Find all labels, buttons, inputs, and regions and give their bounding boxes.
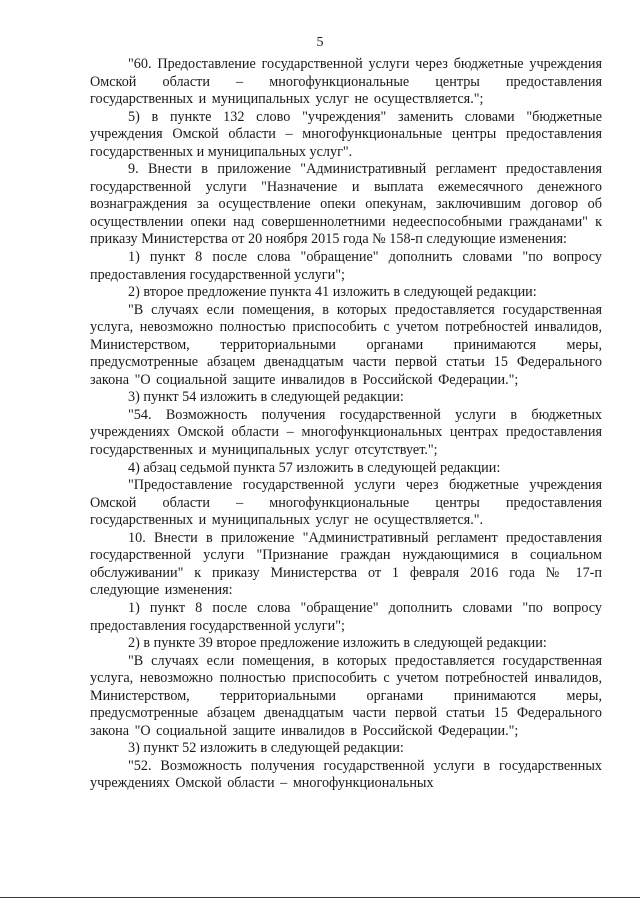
paragraph-4: 1) пункт 8 после слова "обращение" дополнить словами "по вопросу предоставления государственной услуги";	[90, 249, 602, 283]
paragraph-6: "В случаях если помещения, в которых предоставляется государственная услуга, невозможно полностью приспособить с учетом потребностей инвалидов, Министерством, территориальными органами принимаются меры, предусмотренные абзацем двенадцатым части первой статьи 15 Федерального закона "О социальной защите инвалидов в Российской Федерации.";	[90, 301, 602, 388]
paragraph-5: 2) второе предложение пункта 41 изложить в следующей редакции:	[128, 284, 537, 301]
paragraph-9: 4) абзац седьмой пункта 57 изложить в следующей редакции:	[128, 459, 501, 476]
paragraph-10: "Предоставление государственной услуги через бюджетные учреждения Омской области – многофункциональные центры предоставления государственных и муниципальных услуг не осуществляется.".	[90, 477, 602, 529]
paragraph-1: "60. Предоставление государственной услуги через бюджетные учреждения Омской области – многофункциональные центры предоставления государственных и муниципальных услуг не осуществляется.";	[90, 56, 602, 108]
paragraph-12: 1) пункт 8 после слова "обращение" дополнить словами "по вопросу предоставления государственной услуги";	[90, 599, 602, 634]
document-body	[90, 56, 602, 793]
paragraph-11: 10. Внести в приложение "Административный регламент предоставления государственной услуги "Признание граждан нуждающимися в социальном обслуживании" к приказу Министерства от 1 февраля 2016 года № 17-п следующие изменения:	[90, 529, 602, 599]
paragraph-3: 9. Внести в приложение "Административный регламент предоставления государственной услуги "Назначение и выплата ежемесячного денежного вознаграждения за осуществление опеки опекунам, заключившим договор об осуществлении опеки над совершеннолетними недееспособными гражданами" к приказу Министерства от 20 ноября 2015 года № 158-п следующие изменения:	[90, 161, 602, 248]
paragraph-8: "54. Возможность получения государственной услуги в бюджетных учреждениях Омской области – многофункциональных центрах предоставления государственных и муниципальных услуг отсутствует.";	[90, 406, 602, 459]
page-number: 5	[316, 35, 324, 50]
paragraph-13: 2) в пункте 39 второе предложение изложить в следующей редакции:	[128, 635, 547, 652]
paragraph-7: 3) пункт 54 изложить в следующей редакции:	[128, 389, 404, 406]
paragraph-2: 5) в пункте 132 слово "учреждения" заменить словами "бюджетные учреждения Омской области – многофункциональные центры предоставления государственных и муниципальных услуг".	[90, 108, 602, 160]
paragraph-14: "В случаях если помещения, в которых предоставляется государственная услуга, невозможно полностью приспособить с учетом потребностей инвалидов, Министерством, территориальными органами принимаются меры, предусмотренные абзацем двенадцатым части первой статьи 15 Федерального закона "О социальной защите инвалидов в Российской Федерации.";	[90, 652, 602, 739]
paragraph-15: 3) пункт 52 изложить в следующей редакции:	[128, 740, 404, 757]
bottom-rule	[0, 897, 640, 898]
paragraph-16: "52. Возможность получения государственной услуги в государственных учреждениях Омской области – многофункциональных	[90, 757, 602, 792]
